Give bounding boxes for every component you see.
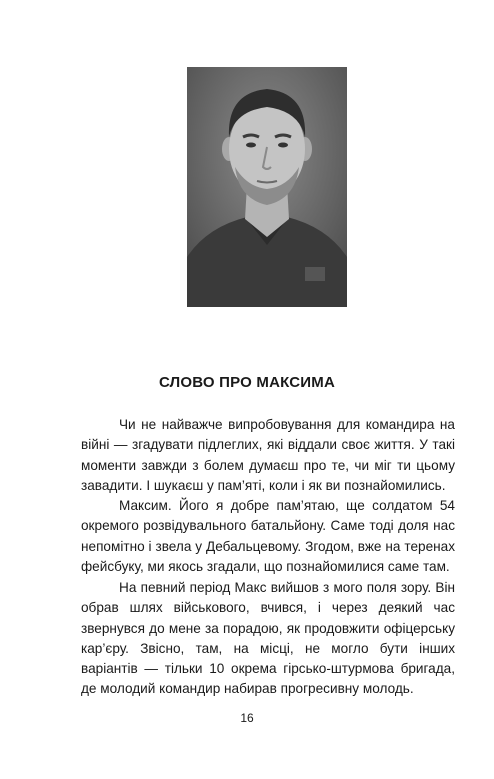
paragraph-3-text: На певний період Макс вийшов з мого поля зору. Він обрав шлях військового, вчився, і через деякий час звернувся до мене за порадою, як продовжити офіцерську кар’єру. Звісно, там, на місці, не могло бути інших варіантів — тільки 10 окрема гірсько-штурмова бригада, де молодий командир набирав прогресивну молодь. xyxy=(81,580,455,697)
page-number: 16 xyxy=(240,711,254,725)
portrait-illustration xyxy=(187,67,347,307)
paragraph-2 xyxy=(81,496,455,577)
paragraph-1-text: Чи не найважче випробовування для командира на війні — згадувати підлеглих, які віддали своє життя. У такі моменти завжди з болем думаєш про те, чи міг ти цьому завадити. І шукаєш у пам’яті, коли і як ви познайомились. xyxy=(81,417,455,493)
portrait-photo xyxy=(187,67,347,307)
paragraph-2-text: Максим. Його я добре пам’ятаю, ще солдатом 54 окремого розвідувального батальйону. Саме тоді доля нас непомітно і звела у Дебальцевому. Згодом, вже на теренах фейсбуку, ми якось згадали, що познайомилися саме там. xyxy=(81,498,455,574)
paragraph-1 xyxy=(81,415,455,496)
chapter-heading: СЛОВО ПРО МАКСИМА xyxy=(159,374,335,391)
paragraph-3 xyxy=(81,578,455,700)
